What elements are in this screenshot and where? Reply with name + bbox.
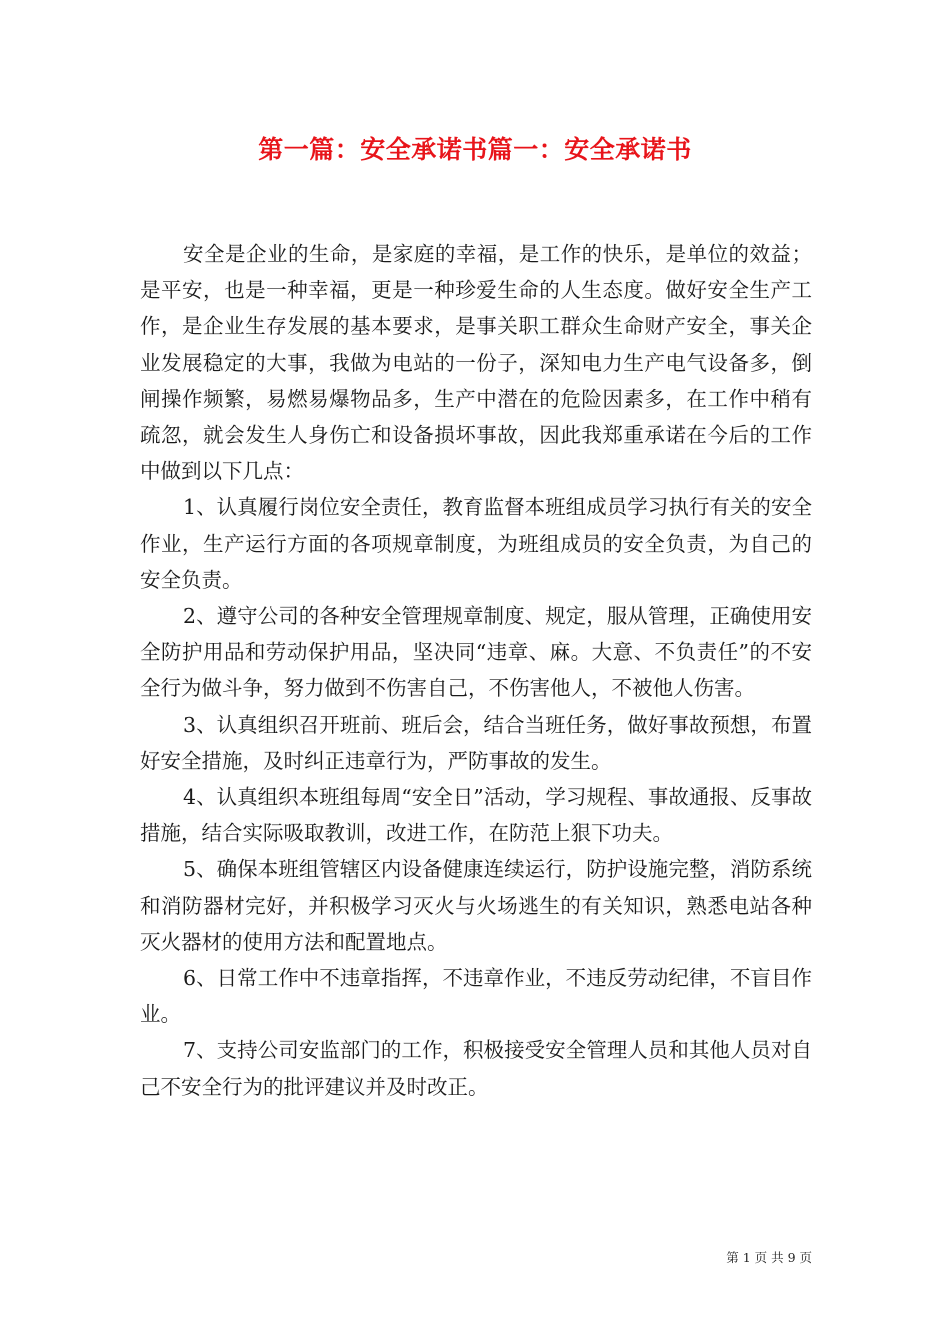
paragraph-item-5: 5、确保本班组管辖区内设备健康连续运行，防护设施完整，消防系统和消防器材完好，并积极学习灭火与火场逃生的有关知识，熟悉电站各种灭火器材的使用方法和配置地点。 [140, 857, 812, 954]
document-title: 第一篇：安全承诺书篇一：安全承诺书 [258, 135, 692, 164]
paragraph-item-1: 1、认真履行岗位安全责任，教育监督本班组成员学习执行有关的安全作业，生产运行方面的各项规章制度，为班组成员的安全负责，为自己的安全负责。 [140, 495, 812, 592]
page-number-footer: 第 1 页 共 9 页 [726, 1250, 812, 1265]
paragraph-item-2: 2、遵守公司的各种安全管理规章制度、规定，服从管理，正确使用安全防护用品和劳动保护用品，坚决同“违章、麻。大意、不负责任”的不安全行为做斗争，努力做到不伤害自己，不伤害他人，不被他人伤害。 [140, 604, 812, 701]
document-body [140, 236, 812, 1105]
paragraph-intro: 安全是企业的生命，是家庭的幸福，是工作的快乐，是单位的效益；是平安，也是一种幸福，更是一种珍爱生命的人生态度。做好安全生产工作，是企业生存发展的基本要求，是事关职工群众生命财产安全，事关企业发展稳定的大事，我做为电站的一份子，深知电力生产电气设备多，倒闸操作频繁，易燃易爆物品多，生产中潜在的危险因素多，在工作中稍有疏忽，就会发生人身伤亡和设备损坏事故，因此我郑重承诺在今后的工作中做到以下几点： [140, 242, 812, 484]
paragraph-item-3: 3、认真组织召开班前、班后会，结合当班任务，做好事故预想，布置好安全措施，及时纠正违章行为，严防事故的发生。 [140, 712, 812, 773]
paragraph-item-4: 4、认真组织本班组每周“安全日”活动，学习规程、事故通报、反事故措施，结合实际吸取教训，改进工作，在防范上狠下功夫。 [140, 785, 812, 846]
paragraph-item-7: 7、支持公司安监部门的工作，积极接受安全管理人员和其他人员对自己不安全行为的批评建议并及时改正。 [140, 1038, 812, 1099]
paragraph-item-6: 6、日常工作中不违章指挥，不违章作业，不违反劳动纪律，不盲目作业。 [140, 966, 812, 1027]
